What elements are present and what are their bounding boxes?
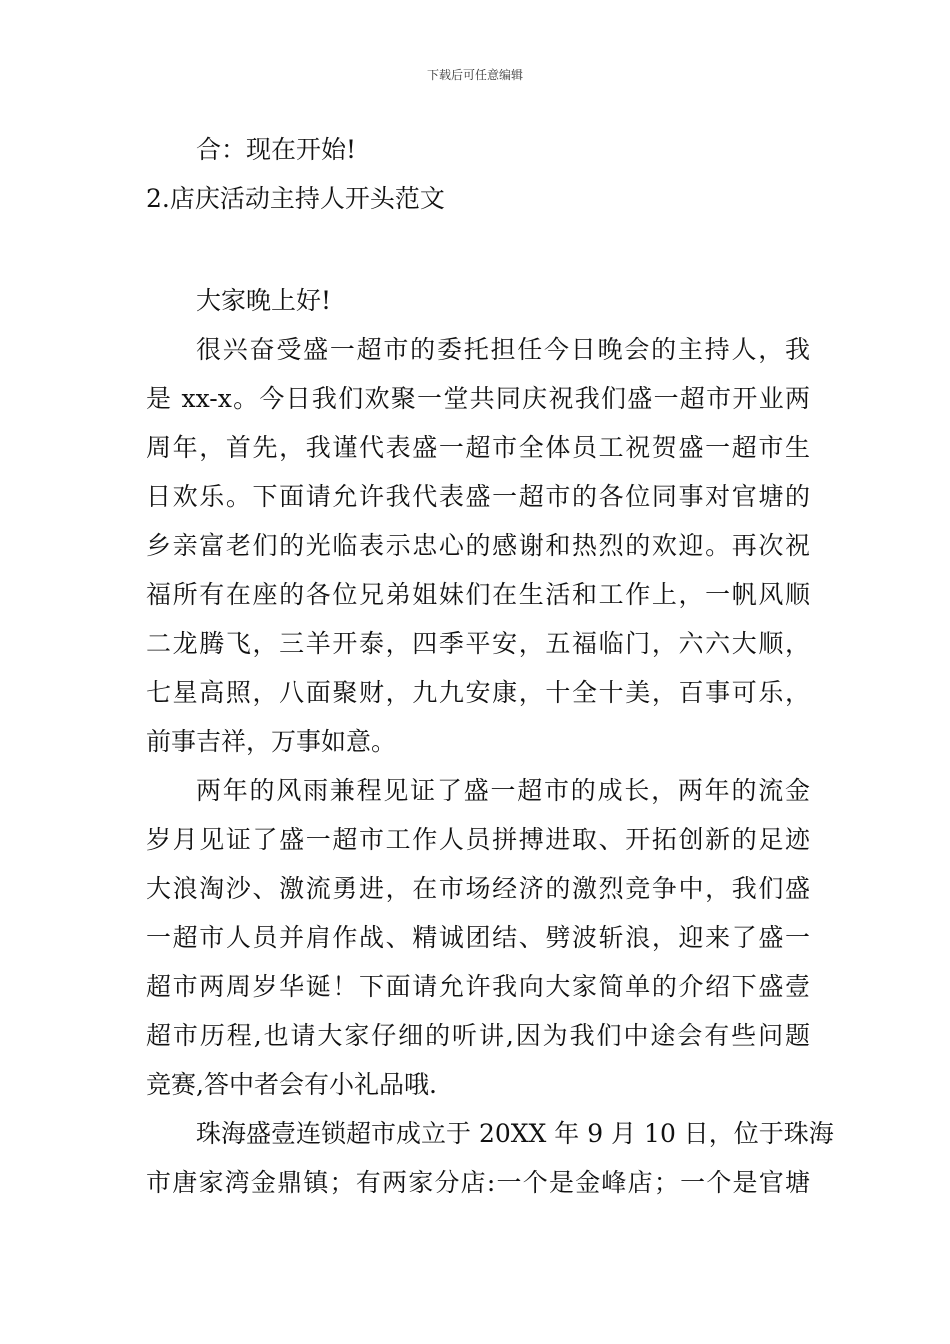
document-body-main [146,276,834,1207]
text-line: 市唐家湾金鼎镇；有两家分店:一个是金峰店；一个是官塘 [146,1168,810,1197]
text-line: 超市两周岁华诞！下面请允许我向大家简单的介绍下盛壹 [146,972,810,1001]
document-body [146,125,810,223]
page-header-note: 下载后可任意编辑 [426,68,523,82]
text-line: 超市历程,也请大家仔细的听讲,因为我们中途会有些问题 [146,1021,810,1050]
text-line: 乡亲富老们的光临表示忠心的感谢和热烈的欢迎。再次祝 [146,531,810,560]
text-line: 日欢乐。下面请允许我代表盛一超市的各位同事对官塘的 [146,482,810,511]
text-line-closing: 合：现在开始! [196,135,357,164]
text-line: 珠海盛壹连锁超市成立于 20XX 年 9 月 10 日，位于珠海 [196,1119,834,1148]
text-line: 是 xx-x。今日我们欢聚一堂共同庆祝我们盛一超市开业两 [146,384,810,413]
section-heading: 2.店庆活动主持人开头范文 [146,184,445,213]
text-line: 岁月见证了盛一超市工作人员拼搏进取、开拓创新的足迹 [146,825,810,854]
text-line: 福所有在座的各位兄弟姐妹们在生活和工作上，一帆风顺 [146,580,810,609]
text-line: 周年，首先，我谨代表盛一超市全体员工祝贺盛一超市生 [146,433,810,462]
text-line: 两年的风雨兼程见证了盛一超市的成长，两年的流金 [196,776,810,805]
text-line: 二龙腾飞，三羊开泰，四季平安，五福临门，六六大顺， [146,629,810,658]
text-line: 七星高照，八面聚财，九九安康，十全十美，百事可乐， [146,678,810,707]
text-line: 大浪淘沙、激流勇进，在市场经济的激烈竞争中，我们盛 [146,874,810,903]
text-line: 一超市人员并肩作战、精诚团结、劈波斩浪，迎来了盛一 [146,923,810,952]
text-line: 很兴奋受盛一超市的委托担任今日晚会的主持人，我 [196,335,810,364]
text-line: 前事吉祥，万事如意。 [146,727,397,756]
text-line: 竞赛,答中者会有小礼品哦. [146,1070,437,1099]
text-line-greeting: 大家晚上好! [196,286,332,315]
